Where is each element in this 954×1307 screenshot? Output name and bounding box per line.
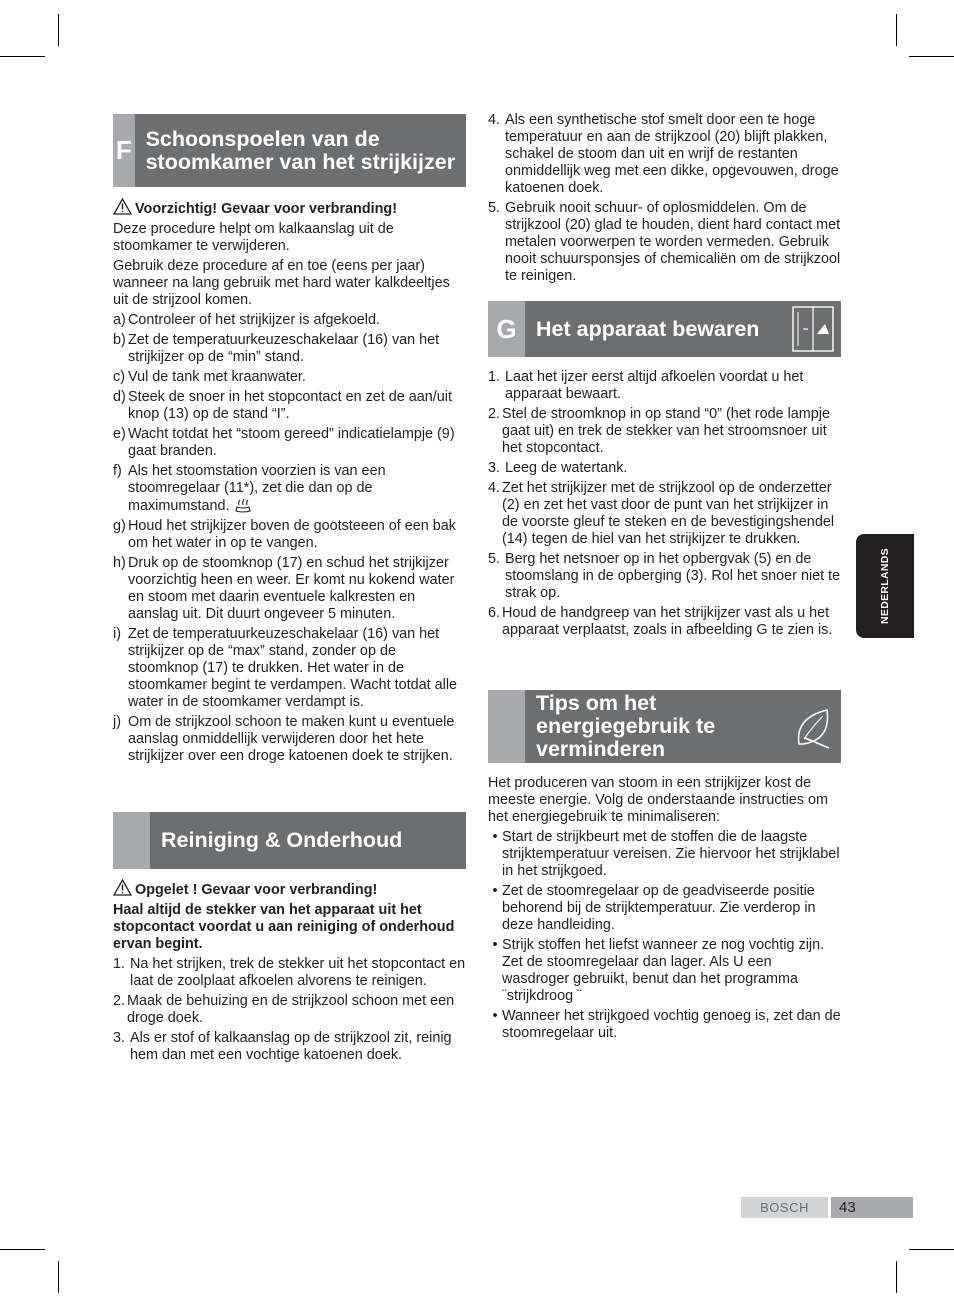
crop-mark (896, 1261, 897, 1293)
list-text: Berg het netsnoer op in het opbergvak (5) en de stoomslang in de opberging (3). Rol het snoer niet te strak op. (505, 551, 841, 601)
list-text: Na het strijken, trek de stekker uit het stopcontact en laat de zoolplaat afkoelen alvorens te reinigen. (130, 956, 466, 989)
list-item (488, 829, 841, 880)
list-text: Zet de temperatuurkeuzeschakelaar (16) van het strijkijzer op de “max” stand, zonder op de stoomknop (17) te drukken. Het water in de stoomkamer begint te verdampen. Wacht totdat alle water in de stoomkamer verdampt is. (128, 626, 458, 710)
list-marker: 4. (488, 112, 501, 128)
list-item (113, 993, 466, 1027)
list-item (113, 1030, 466, 1064)
section-tips-banner (488, 690, 841, 763)
warning-text: Opgelet ! Gevaar voor verbranding! (135, 882, 378, 898)
list-text: Laat het ijzer eerst altijd afkoelen voordat u het apparaat bewaart. (505, 369, 804, 402)
section-letter: F (113, 114, 135, 187)
right-column (488, 112, 841, 288)
list-item (113, 956, 466, 990)
list-text: Als er stof of kalkaanslag op de strijkzool zit, reinig hem dan met een vochtige katoenen doek. (130, 1030, 452, 1063)
list-text: Gebruik nooit schuur- of oplosmiddelen. Om de strijkzool (20) glad te houden, dient hard contact met metalen voorwerpen te worden vermeden. Gebruik nooit schuursponsjes of chemicaliën om de strijkzool te reinigen. (505, 200, 841, 284)
list-item (113, 426, 466, 460)
crop-mark (58, 1261, 59, 1293)
step-list (113, 956, 466, 1064)
list-text: Als een synthetische stof smelt door een te hoge temperatuur en aan de strijkzool (20) blijft plakken, schakel de stoom dan uit en wrijf de restanten onmiddellijk weg met een dikke, opgevouwen, droge katoenen doek. (505, 112, 839, 196)
list-item (488, 112, 841, 197)
list-marker: 3. (488, 460, 501, 476)
list-text: Leeg de watertank. (505, 460, 628, 476)
list-marker: g) (113, 518, 126, 534)
list-marker: h) (113, 555, 126, 571)
section-title: Reiniging & Onderhoud (161, 828, 403, 852)
right-column-storage (488, 301, 841, 642)
list-marker: j) (113, 714, 121, 730)
list-item (488, 460, 841, 477)
list-item (113, 332, 466, 366)
paragraph: Deze procedure helpt om kalkaanslag uit de stoomkamer te verwijderen. (113, 221, 394, 254)
list-item (113, 312, 466, 329)
list-text: Druk op de stoomknop (17) en schud het strijkijzer voorzichtig heen en weer. Er komt nu kokend water en stoom met daarin eventuele kalkresten en aanslag uit. Dit duurt ongeveer 5 minuten. (128, 555, 455, 622)
list-text: Wanneer het strijkgoed vochtig genoeg is, zet dan de stoomregelaar uit. (502, 1008, 841, 1041)
warning-icon (113, 879, 132, 896)
steam-max-icon (234, 497, 252, 513)
list-item (488, 480, 841, 548)
crop-mark (896, 14, 897, 46)
list-item (113, 555, 466, 623)
list-item (488, 406, 841, 457)
step-list (488, 369, 841, 639)
section-letter: G (488, 301, 525, 357)
list-marker: b) (113, 332, 126, 348)
bold-paragraph: Haal altijd de stekker van het apparaat uit het stopcontact voordat u aan reiniging of onderhoud ervan begint. (113, 902, 455, 952)
bullet-marker: • (492, 937, 498, 953)
storage-box-icon (789, 304, 837, 354)
warning-text: Voorzichtig! Gevaar voor verbranding! (135, 201, 398, 217)
list-item (113, 626, 466, 711)
section-title: Schoonspoelen van de stoomkamer van het strijkijzer (145, 126, 456, 174)
list-item (113, 389, 466, 423)
warning-line (113, 879, 466, 899)
list-item (113, 518, 466, 552)
list-marker: 1. (488, 369, 501, 385)
list-text: Controleer of het strijkijzer is afgekoeld. (128, 312, 380, 328)
list-text: Maak de behuizing en de strijkzool schoon met een droge doek. (127, 993, 455, 1026)
list-text: Vul de tank met kraanwater. (128, 369, 306, 385)
list-marker: f) (113, 463, 122, 479)
language-label: NEDERLANDS (879, 548, 891, 624)
list-item (113, 369, 466, 386)
crop-mark (58, 14, 59, 46)
bullet-marker: • (492, 883, 498, 899)
list-item (488, 883, 841, 934)
list-marker: c) (113, 369, 125, 385)
left-column (113, 114, 466, 768)
list-text: Zet de stoomregelaar op de geadviseerde positie behorend bij de strijktemperatuur. Zie verderop in deze handleiding. (502, 883, 816, 933)
list-item (488, 1008, 841, 1042)
list-text: Wacht totdat het “stoom gereed” indicatielampje (9) gaat branden. (128, 426, 455, 459)
paragraph: Het produceren van stoom in een strijkijzer kost de meeste energie. Volg de onderstaande instructies om het energiegebruik te minimaliseren: (488, 775, 828, 825)
warning-icon (113, 198, 132, 215)
section-title: Het apparaat bewaren (536, 316, 760, 341)
list-marker: 5. (488, 200, 501, 216)
footer-brand: BOSCH (741, 1197, 828, 1218)
list-item (113, 714, 466, 765)
list-text: Als het stoomstation voorzien is van een stoomregelaar (11*), zet die dan op de maximumstand. (128, 463, 386, 514)
list-marker: i) (113, 626, 121, 642)
list-marker: 6. (488, 605, 501, 621)
section-f-banner (113, 114, 466, 187)
bullet-list (488, 829, 841, 1042)
paragraph: Gebruik deze procedure af en toe (eens per jaar) wanneer na lang gebruik met hard water kalkdeeltjes uit de strijzool komen. (113, 258, 450, 308)
crop-mark (0, 1249, 45, 1250)
crop-mark (0, 56, 45, 57)
page-number: 43 (831, 1197, 913, 1218)
crop-mark (909, 56, 954, 57)
list-marker: 2. (488, 406, 501, 422)
list-marker: d) (113, 389, 126, 405)
list-item (488, 551, 841, 602)
bullet-marker: • (492, 1008, 498, 1024)
list-item (488, 605, 841, 639)
section-cleaning-banner (113, 812, 466, 869)
right-column-tips (488, 690, 841, 1045)
list-marker: 3. (113, 1030, 126, 1046)
list-text: Steek de snoer in het stopcontact en zet de aan/uit knop (13) op de stand “I”. (128, 389, 453, 422)
list-text: Stel de stroomknop in op stand “0” (het rode lampje gaat uit) en trek de stekker van het stroomsnoer uit het stopcontact. (502, 406, 830, 456)
left-column-lower (113, 812, 466, 1067)
section-letter-blank (113, 812, 150, 869)
warning-line (113, 198, 466, 218)
list-text: Houd het strijkijzer boven de gootsteeen of een bak om het water in op te vangen. (128, 518, 456, 551)
section-g-banner (488, 301, 841, 357)
list-item (488, 937, 841, 1005)
section-title: Tips om het energiegebruik te verminderen (536, 691, 716, 761)
list-marker: a) (113, 312, 126, 328)
step-list (113, 312, 466, 765)
list-text: Zet de temperatuurkeuzeschakelaar (16) van het strijkijzer op de “min” stand. (128, 332, 440, 365)
list-item (488, 200, 841, 285)
list-item (488, 369, 841, 403)
list-item (113, 463, 466, 515)
list-text: Zet het strijkijzer met de strijkzool op de onderzetter (2) en zet het vast door de punt van het strijkijzer in de voorste gleuf te steken en de bevestigingshendel (14) tegen de hiel van het strijkijzer te drukken. (502, 480, 835, 547)
list-marker: 5. (488, 551, 501, 567)
bullet-marker: • (492, 829, 498, 845)
section-letter-blank (488, 690, 525, 763)
list-marker: 4. (488, 480, 501, 496)
crop-mark (909, 1249, 954, 1250)
list-text: Om de strijkzool schoon te maken kunt u eventuele aanslag onmiddellijk verwijderen door het hete strijkijzer over een droge katoenen doek te strijken. (128, 714, 455, 764)
list-text: Start de strijkbeurt met de stoffen die de laagste strijktemperatuur vereisen. Zie hiervoor het strijklabel in het strijkgoed. (502, 829, 840, 879)
list-marker: 2. (113, 993, 126, 1009)
list-marker: 1. (113, 956, 126, 972)
list-text: Houd de handgreep van het strijkijzer vast als u het apparaat verplaatst, zoals in afbeelding G te zien is. (502, 605, 833, 638)
step-list (488, 112, 841, 285)
list-marker: e) (113, 426, 126, 442)
language-tab (856, 534, 914, 638)
list-text: Strijk stoffen het liefst wanneer ze nog vochtig zijn. Zet de stoomregelaar dan lager. Als U een wasdroger gebruikt, benut dan het programma ¨strijkdroog ¨ (502, 937, 825, 1004)
leaf-icon (791, 704, 835, 750)
